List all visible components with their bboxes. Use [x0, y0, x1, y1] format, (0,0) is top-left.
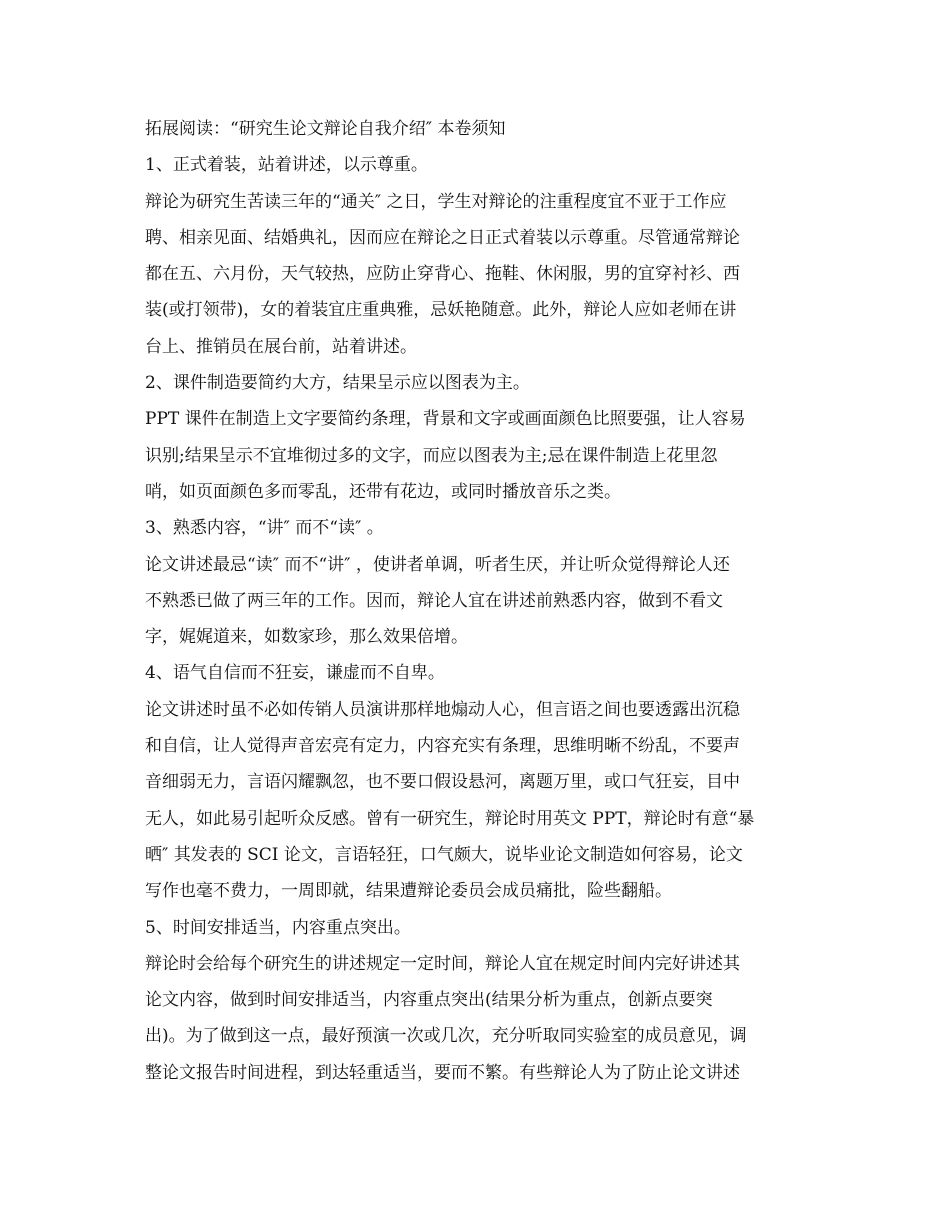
paragraph-line: PPT 课件在制造上文字要简约条理，背景和文字或画面颜色比照要强，让人容易: [145, 409, 746, 430]
paragraph-line: 识别;结果呈示不宜堆彻过多的文字，而应以图表为主;忌在课件制造上花里忽: [145, 445, 718, 466]
paragraph-line: 都在五、六月份，天气较热，应防止穿背心、拖鞋、休闲服，男的宜穿衬衫、西: [145, 264, 740, 285]
paragraph-line: 台上、推销员在展台前，站着讲述。: [145, 336, 417, 357]
paragraph-line: 装(或打领带)，女的着装宜庄重典雅，忌妖艳随意。此外，辩论人应如老师在讲: [145, 300, 737, 321]
paragraph-line: 辩论时会给每个研究生的讲述规定一定时间，辩论人宜在规定时间内完好讲述其: [145, 953, 740, 974]
section-heading-5: 5、时间安排适当，内容重点突出。: [145, 917, 411, 938]
paragraph-line: 论文内容，做到时间安排适当，内容重点突出(结果分析为重点，创新点要突: [145, 990, 713, 1011]
section-heading-2: 2、课件制造要简约大方，结果呈示应以图表为主。: [145, 373, 530, 394]
paragraph-line: 聘、相亲见面、结婚典礼，因而应在辩论之日正式着装以示尊重。尽管通常辩论: [145, 227, 740, 248]
paragraph-line: 哨，如页面颜色多而零乱，还带有花边，或同时播放音乐之类。: [145, 481, 621, 502]
paragraph-line: 论文讲述时虽不必如传销人员演讲那样地煽动人心，但言语之间也要透露出沉稳: [145, 699, 740, 720]
paragraph-line: 和自信，让人觉得声音宏亮有定力，内容充实有条理，思维明晰不纷乱，不要声: [145, 736, 740, 757]
paragraph-line: 不熟悉已做了两三年的工作。因而，辩论人宜在讲述前熟悉内容，做到不看文: [145, 590, 723, 611]
paragraph-line: 出)。为了做到这一点，最好预演一次或几次，充分听取同实验室的成员意见，调: [145, 1026, 747, 1047]
section-heading-1: 1、正式着装，站着讲述，以示尊重。: [145, 155, 428, 176]
paragraph-line: 整论文报告时间进程，到达轻重适当，要而不繁。有些辩论人为了防止论文讲述: [145, 1062, 740, 1083]
paragraph-line: 无人，如此易引起听众反感。曾有一研究生，辩论时用英文 PPT，辩论时有意“暴: [145, 808, 755, 829]
paragraph-line: 辩论为研究生苦读三年的“通关″ 之日，学生对辩论的注重程度宜不亚于工作应: [145, 191, 727, 212]
document-title: 拓展阅读：“研究生论文辩论自我介绍″ 本卷须知: [145, 119, 506, 139]
paragraph-line: 晒″ 其发表的 SCI 论文，言语轻狂，口气颇大，说毕业论文制造如何容易，论文: [145, 844, 743, 865]
section-heading-3: 3、熟悉内容，“讲″ 而不“读″ 。: [145, 518, 384, 539]
section-heading-4: 4、语气自信而不狂妄，谦虚而不自卑。: [145, 663, 445, 684]
paragraph-line: 写作也毫不费力，一周即就，结果遭辩论委员会成员痛批，险些翻船。: [145, 881, 672, 902]
paragraph-line: 论文讲述最忌“读″ 而不“讲″ ，使讲者单调，听者生厌，并让听众觉得辩论人还: [145, 554, 730, 575]
paragraph-line: 音细弱无力，言语闪耀飘忽，也不要口假设悬河，离题万里，或口气狂妄，目中: [145, 772, 740, 793]
paragraph-line: 字，娓娓道来，如数家珍，那么效果倍增。: [145, 627, 468, 648]
document-body: [145, 111, 805, 1091]
